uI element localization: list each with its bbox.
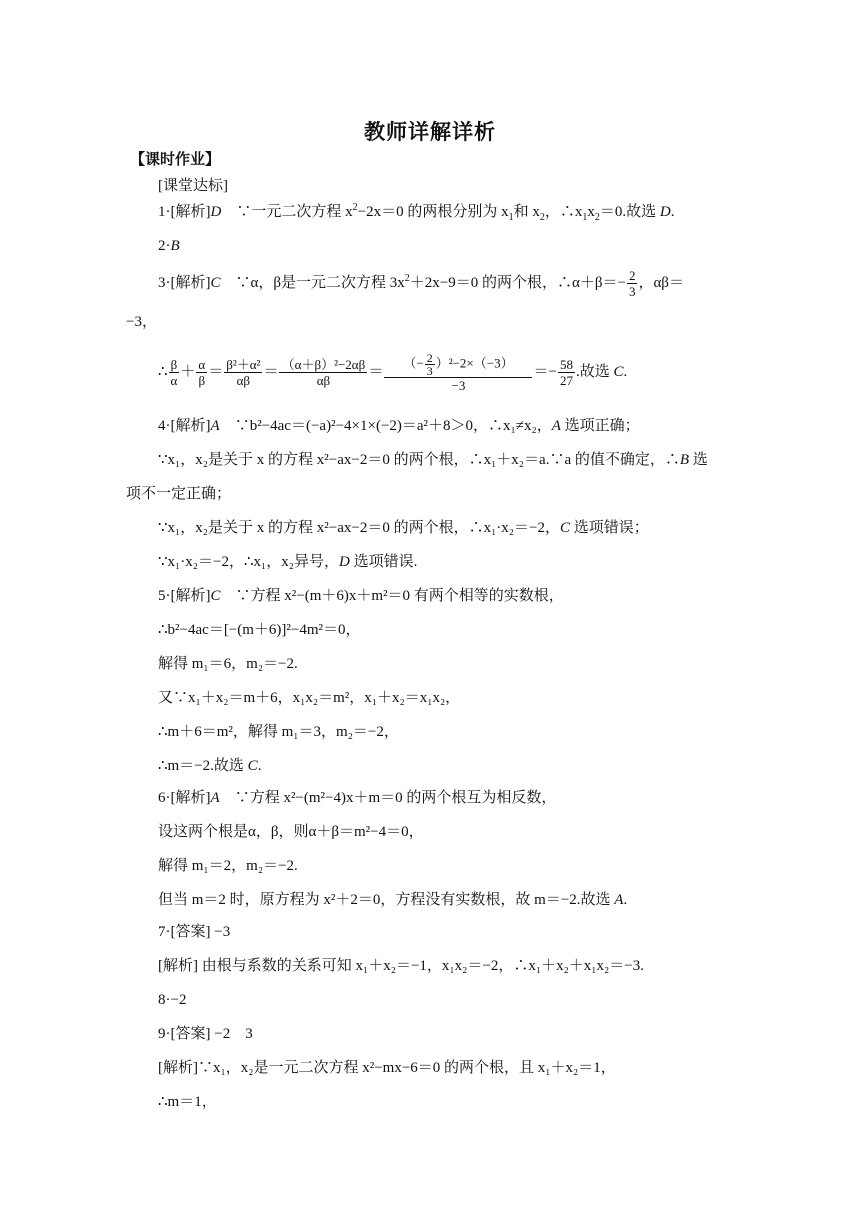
answer-4-line-4: ∵x₁，x₂是关于 x 的方程 x²−ax−2＝0 的两个根，∴x₁·x₂＝−2，C 选项错误；: [158, 520, 649, 536]
answer-6-line-3: 解得 m₁＝2，m₂＝−2.: [158, 858, 298, 874]
answer-6-line-2: 设这两个根是α，β，则α＋β＝m²−4＝0，: [158, 824, 424, 840]
answer-4-line-5: ∵x₁·x₂＝−2，∴x₁，x₂异号，D 选项错误.: [158, 554, 418, 570]
fraction: $\frac{2}{3}$: [628, 268, 636, 299]
answer-9: 9·[答案] −2 3: [158, 1026, 253, 1042]
answer-5: 5·[解析]C ∵方程 x²−(m＋6)x＋m²＝0 有两个相等的实数根，: [158, 588, 564, 604]
answer-4: 4·[解析]A ∵b²−4ac＝(−a)²−4×1×(−2)＝a²＋8＞0，∴x₁≠x₂，A 选项正确；: [158, 418, 640, 434]
answer-3-derivation: ∴ $\frac{\beta}{\alpha}$ ＋ $\frac{\alpha}{\beta}$ ＝ $\frac{\text{β²＋α²}}{\alpha\beta}$ ＝ $\frac{\text{（α＋β）²−2αβ}}{\alpha\beta}$ ＝ （− $\frac{2}{3}$ ）²−2×（−3） −3 ＝− $\frac{58}{27}$ .故选 C.: [158, 351, 628, 393]
answer-8: 8·−2: [158, 992, 187, 1008]
answer-9-explanation: [解析]∵x₁，x₂是一元二次方程 x²−mx−6＝0 的两个根，且 x₁＋x₂＝1，: [158, 1060, 616, 1076]
section-heading: 【课时作业】: [130, 152, 221, 168]
answer-7-explanation: [解析] 由根与系数的关系可知 x₁＋x₂＝−1，x₁x₂＝−2，∴x₁＋x₂＋x₁x₂＝−3.: [158, 958, 644, 974]
answer-5-line-6: ∴m＝−2.故选 C.: [158, 758, 262, 774]
page-title: 教师详解详析: [364, 120, 496, 144]
answer-4-line-2: ∵x₁，x₂是关于 x 的方程 x²−ax−2＝0 的两个根，∴x₁＋x₂＝a.∵a 的值不确定，∴B 选: [158, 452, 708, 468]
answer-4-line-3: 项不一定正确；: [126, 486, 232, 502]
answer-9-line-3: ∴m＝1，: [158, 1094, 217, 1110]
answer-6-line-4: 但当 m＝2 时，原方程为 x²＋2＝0，方程没有实数根，故 m＝−2.故选 A.: [158, 892, 628, 908]
answer-7: 7·[答案] −3: [158, 924, 231, 940]
answer-5-line-2: ∴b²−4ac＝[−(m＋6)]²−4m²＝0，: [158, 622, 361, 638]
answer-2: 2·B: [158, 238, 180, 254]
answer-5-line-4: 又∵x₁＋x₂＝m＋6，x₁x₂＝m²，x₁＋x₂＝x₁x₂，: [158, 690, 461, 706]
subsection-heading: [课堂达标]: [158, 178, 228, 194]
answer-3-continued: −3，: [126, 314, 157, 330]
answer-5-line-3: 解得 m₁＝6，m₂＝−2.: [158, 656, 298, 672]
answer-3: 3·[解析]C ∵α，β是一元二次方程 $3x^2+2x-9=0$ 的两个根，∴α＋β＝− $\frac{2}{3}$ ，αβ＝: [158, 268, 684, 299]
answer-6: 6·[解析]A ∵方程 x²−(m²−4)x＋m＝0 的两个根互为相反数，: [158, 790, 557, 806]
answer-1: 1·[解析]D ∵一元二次方程 $x^2-2x=0$ 的两根分别为 $x_1$和 $x_2$，$\therefore x_1x_2=0$.故选 D.: [158, 202, 675, 223]
answer-5-line-5: ∴m＋6＝m²，解得 m₁＝3，m₂＝−2，: [158, 724, 399, 740]
